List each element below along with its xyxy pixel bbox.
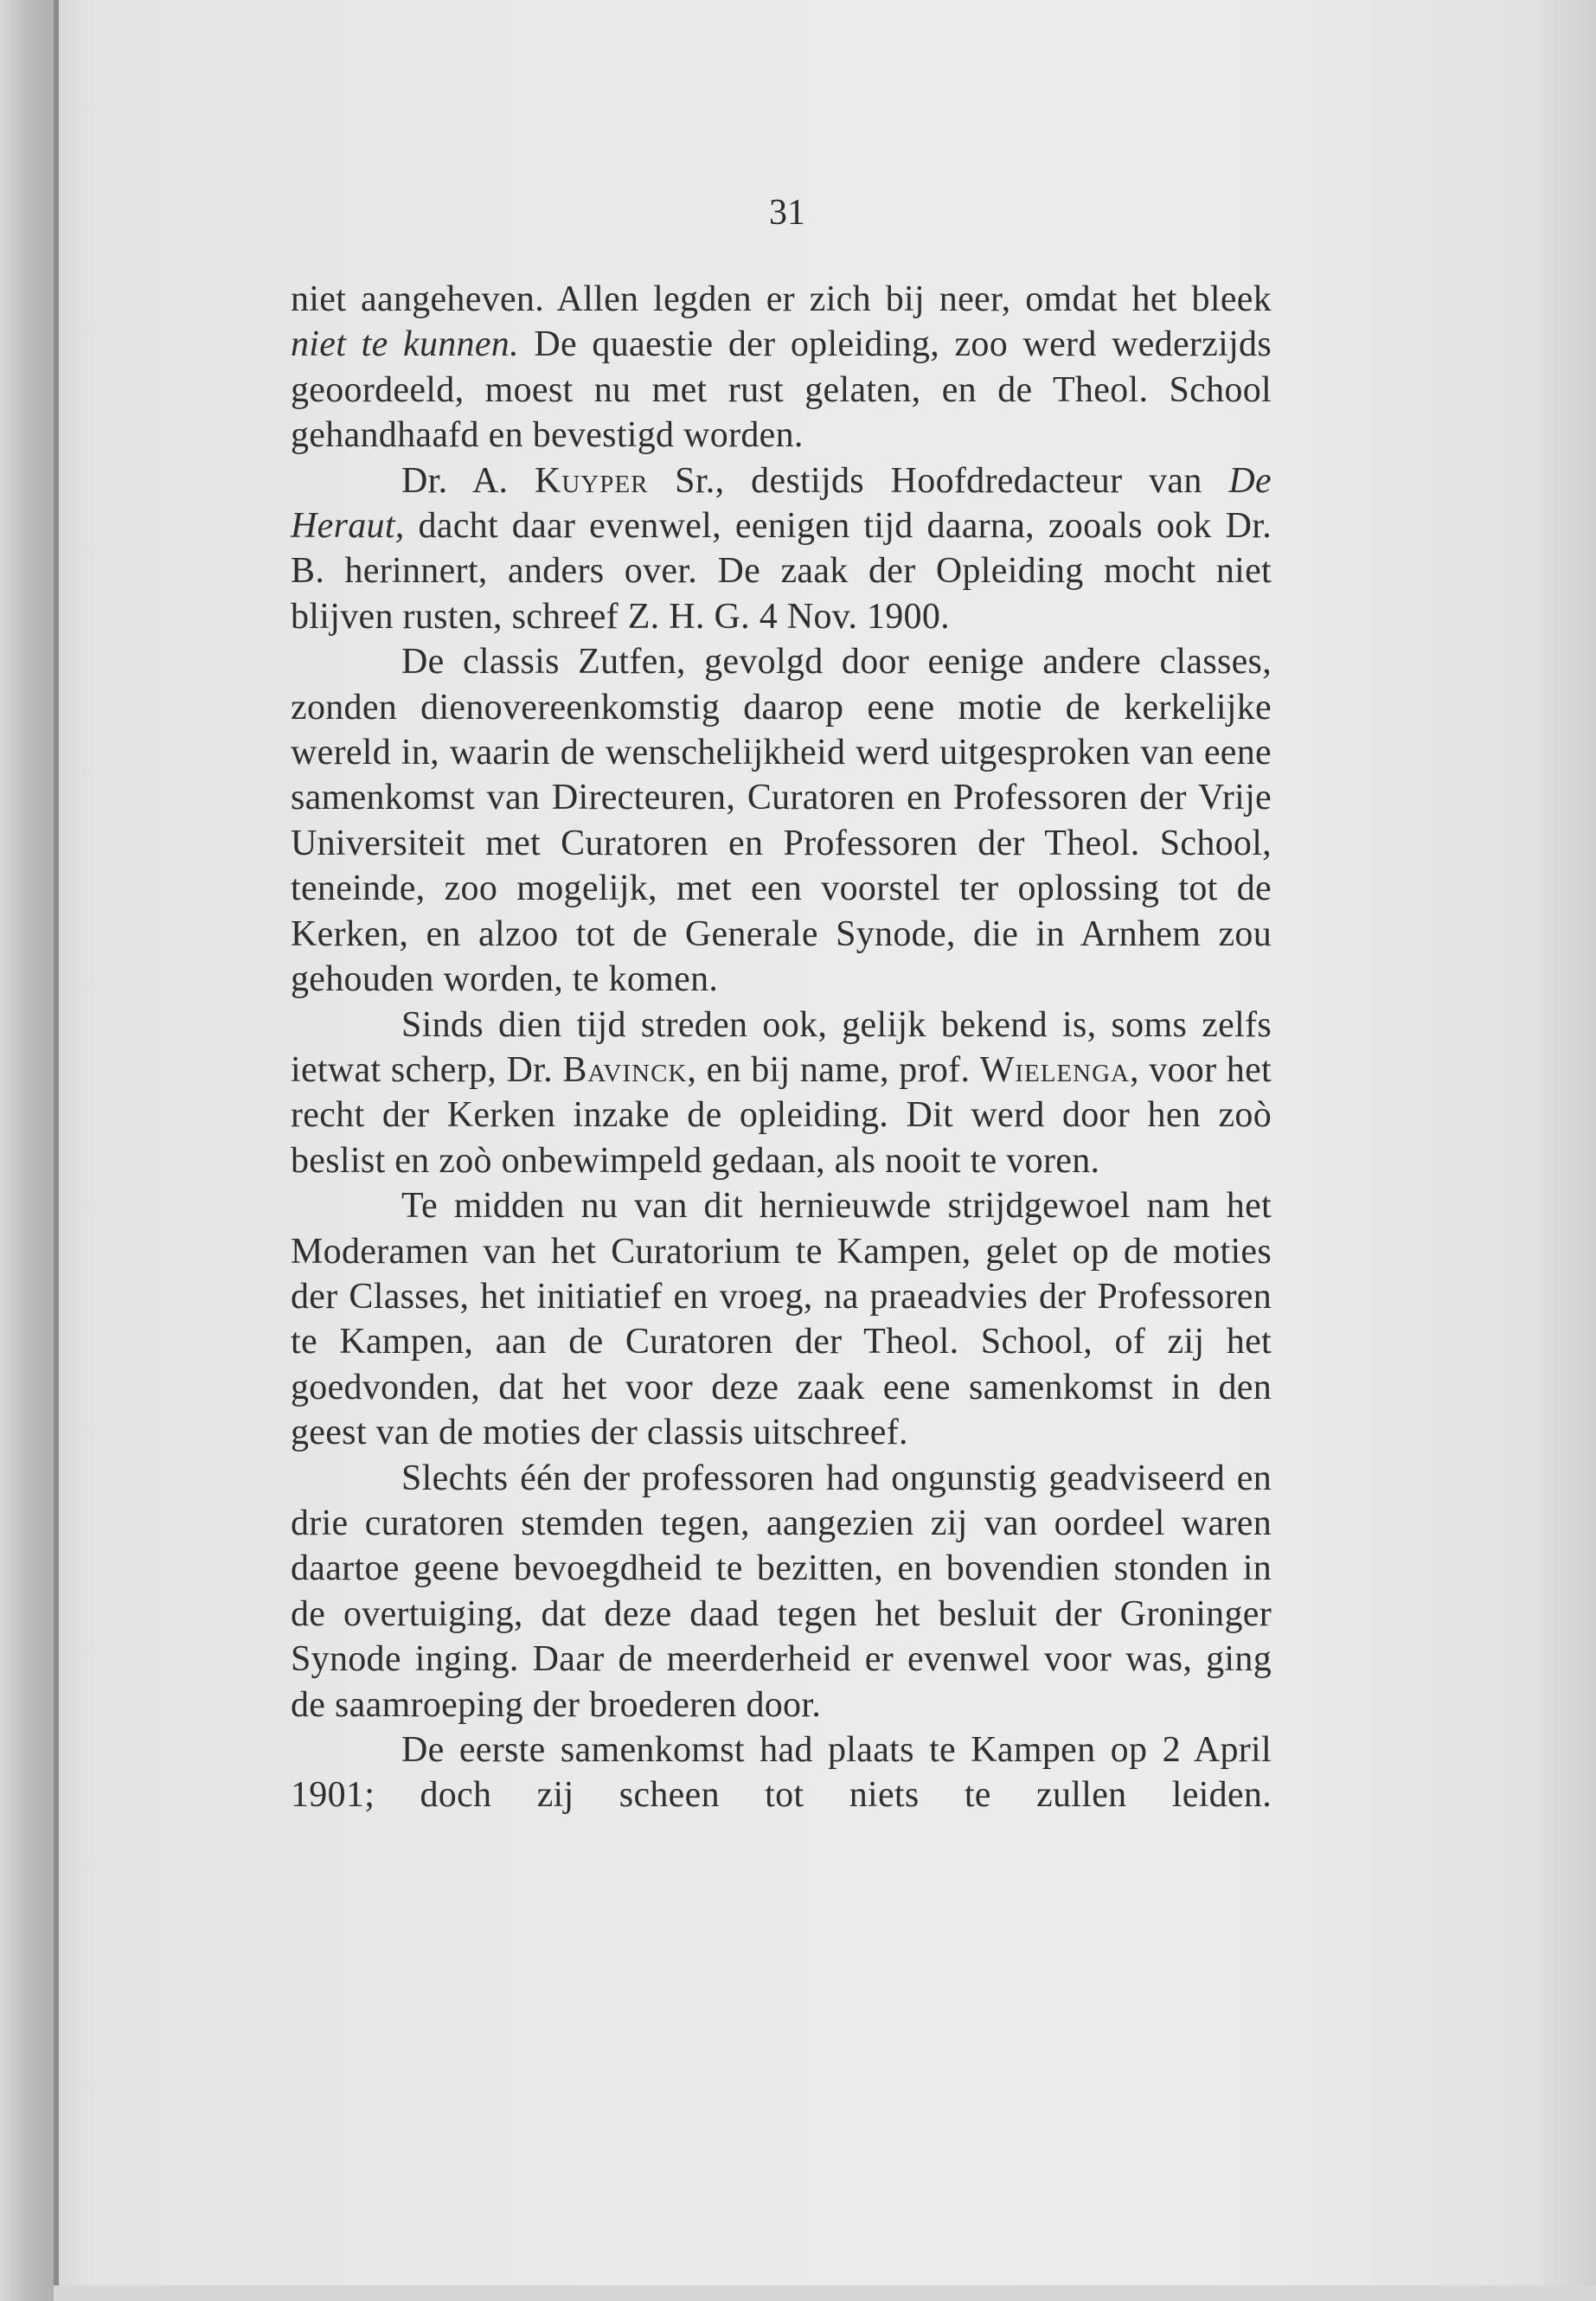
text-run: , en bij name, prof. [687,1049,980,1090]
text-run: De Heraut, [291,460,1272,547]
text-run: dacht daar evenwel, eenigen tijd daarna, zooals ook Dr. B. herinnert, anders over. De zaak der Opleiding mocht niet blijven rusten, schreef Z. H. G. 4 Nov. 1900. [291,506,1272,637]
text-run: , voor het recht der Kerken inzake de opleiding. Dit werd door hen zoò beslist en zoò onbewimpeld gedaan, als nooit te voren. [291,1049,1272,1181]
paragraph-classis-zutfen [291,639,1272,1002]
text-run: Slechts één der professoren had ongunstig geadviseerd en drie curatoren stemden tegen, aangezien zij van oordeel waren daartoe geene bevoegdheid te bezitten, en bovendien stonden in de overtuiging, dat deze daad tegen het besluit der Groninger Synode inging. Daar de meerderheid er evenwel voor was, ging de saamroeping der broederen door. [291,1458,1272,1725]
paragraph-bavinck-wielenga [291,1003,1272,1184]
text-run: Dr. A. [401,460,535,501]
body-text [291,277,1272,1818]
text-run: niet te kunnen. [291,324,519,365]
page-number: 31 [769,193,805,233]
text-run: Sr., destijds Hoofdredacteur van [648,460,1229,501]
book-gutter-line [54,0,59,2301]
paragraph-moderamen [291,1183,1272,1455]
paragraph-continuation [291,277,1272,458]
text-run: Te midden nu van dit hernieuwde strijdgewoel nam het Moderamen van het Curatorium te Kampen, gelet op de moties der Classes, het initiatief en vroeg, na praeadvies der Professoren te Kampen, aan de Curatoren der Theol. School, of zij het goedvonden, dat het voor deze zaak eene samenkomst in den geest van de moties der classis uitschreef. [291,1186,1272,1453]
text-run: De classis Zutfen, gevolgd door eenige andere classes, zonden dienovereenkomstig daarop eene motie de kerkelijke wereld in, waarin de wenschelijkheid werd uitgesproken van eene samenkomst van Directeuren, Curatoren en Professoren der Vrije Universiteit met Curatoren en Professoren der Theol. School, teneinde, zoo mogelijk, met een voorstel ter oplossing tot de Kerken, en alzoo tot de Generale Synode, die in Arnhem zou gehouden worden, te komen. [291,642,1272,1000]
text-run: niet aangeheven. Allen legden er zich bij neer, omdat het bleek [291,279,1272,319]
text-run: Kuyper [535,460,649,501]
paragraph-kuyper [291,458,1272,640]
paragraph-professoren [291,1456,1272,1727]
book-spine-shadow [0,0,54,2301]
text-run: De quaestie der opleiding, zoo werd wederzijds geoordeeld, moest nu met rust gelaten, en de Theol. School gehandhaafd en bevestigd worden. [291,324,1272,456]
text-run: Sinds dien tijd streden ook, gelijk bekend is, soms zelfs ietwat scherp, Dr. [291,1004,1272,1090]
page-bottom-edge [54,2285,1596,2301]
paragraph-eerste-samenkomst [291,1727,1272,1818]
text-run: Wielenga [979,1049,1130,1090]
text-run: De eerste samenkomst had plaats te Kampen op 2 April 1901; doch zij scheen tot niets te zullen leiden. [291,1730,1272,1816]
text-run: Bavinck [562,1049,688,1090]
